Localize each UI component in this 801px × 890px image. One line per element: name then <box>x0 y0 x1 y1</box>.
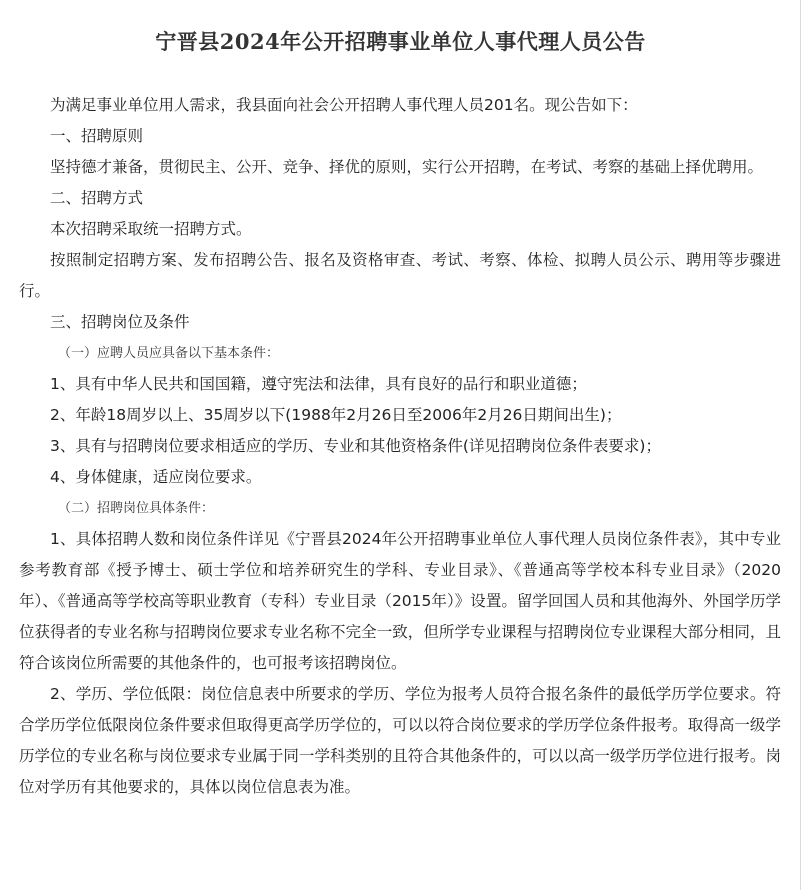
condition-item-1: 1、具有中华人民共和国国籍，遵守宪法和法律，具有良好的品行和职业道德； <box>50 375 587 393</box>
condition-item-3: 3、具有与招聘岗位要求相适应的学历、专业和其他资格条件(详见招聘岗位条件表要求)； <box>50 437 661 455</box>
subsection-specific-conditions: （二）招聘岗位具体条件： <box>58 501 215 516</box>
condition-item-2: 2、年龄18周岁以上、35周岁以下(1988年2月26日至2006年2月26日期间出生)； <box>50 406 622 424</box>
steps-paragraph: 按照制定招聘方案、发布招聘公告、报名及资格审查、考试、考察、体检、拟聘人员公示、聘用等步骤进行。 <box>19 251 781 300</box>
section-heading-positions: 三、招聘岗位及条件 <box>50 313 190 331</box>
subsection-basic-conditions: （一）应聘人员应具备以下基本条件： <box>58 346 280 361</box>
specific-item-2: 2、学历、学位低限：岗位信息表中所要求的学历、学位为报考人员符合报名条件的最低学历学位要求。符合学历学位低限岗位条件要求但取得更高学历学位的，可以以符合岗位要求的学历学位条件报考。取得高一级学历学位的专业名称与岗位要求专业属于同一学科类别的且符合其他条件的，可以以高一级学历学位进行报考。岗位对学历有其他要求的，具体以岗位信息表为准。 <box>19 685 781 796</box>
principles-paragraph: 坚持德才兼备，贯彻民主、公开、竞争、择优的原则，实行公开招聘，在考试、考察的基础上择优聘用。 <box>50 158 764 176</box>
document-body <box>19 90 781 803</box>
intro-paragraph: 为满足事业单位用人需求，我县面向社会公开招聘人事代理人员201名。现公告如下： <box>50 96 638 114</box>
specific-item-1: 1、具体招聘人数和岗位条件详见《宁晋县2024年公开招聘事业单位人事代理人员岗位条件表》，其中专业参考教育部《授予博士、硕士学位和培养研究生的学科、专业目录》、《普通高等学校本科专业目录》（2020年）、《普通高等学校高等职业教育（专科）专业目录（2015年）》设置。留学回国人员和其他海外、外国学历学位获得者的专业名称与招聘岗位要求专业名称不完全一致，但所学专业课程与招聘岗位专业课程大部分相同，且符合该岗位所需要的其他条件的，也可报考该招聘岗位。 <box>19 530 781 672</box>
section-heading-principles: 一、招聘原则 <box>50 127 144 145</box>
section-heading-method: 二、招聘方式 <box>50 189 144 207</box>
condition-item-4: 4、身体健康，适应岗位要求。 <box>50 468 262 486</box>
method-paragraph: 本次招聘采取统一招聘方式。 <box>50 220 252 238</box>
document-title: 宁晋县2024年公开招聘事业单位人事代理人员公告 <box>155 29 646 54</box>
